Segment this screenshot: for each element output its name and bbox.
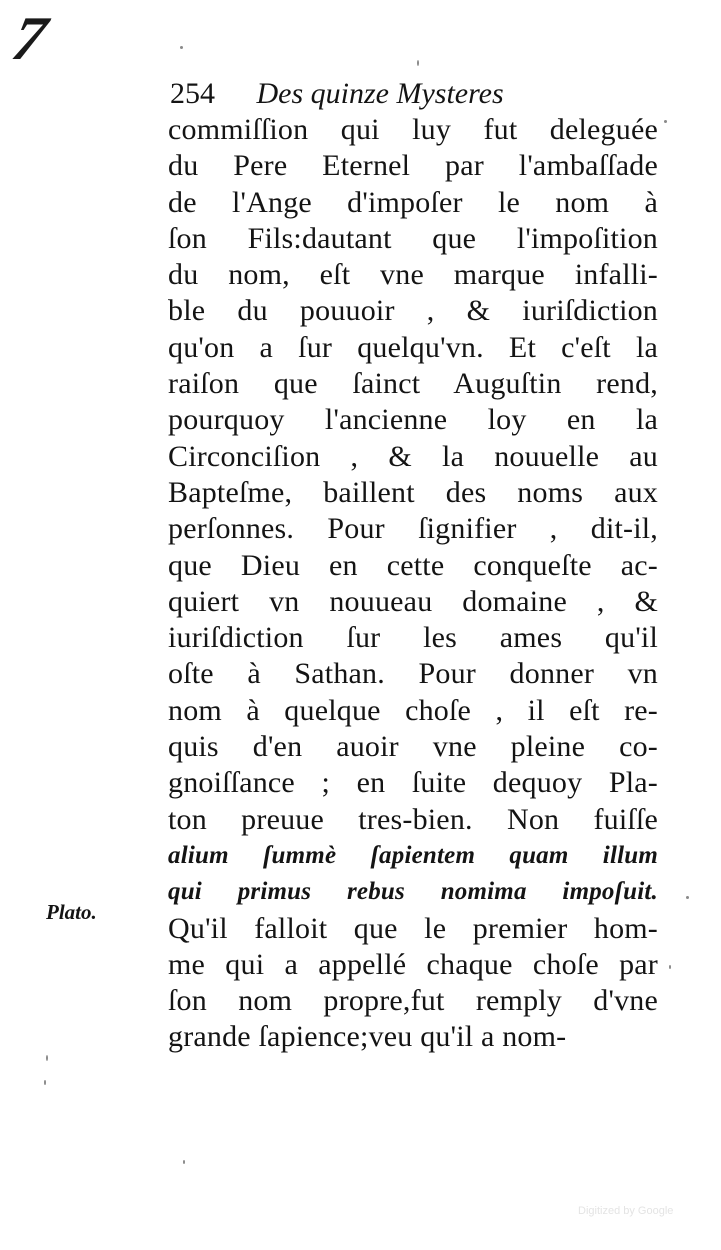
text-line-23: Qu'il falloit que le premier hom- xyxy=(168,911,658,945)
ink-speck xyxy=(46,1055,48,1061)
text-line-18: quis d'en auoir vne pleine co- xyxy=(168,730,658,764)
text-line-9: pourquoy l'ancienne loy en la xyxy=(168,403,658,437)
text-line-17: nom à quelque choſe , il eſt re- xyxy=(168,693,658,727)
latin-quote-line-1: alium ſummè ſapientem quam illum xyxy=(168,841,658,869)
ink-speck xyxy=(180,46,183,49)
running-header xyxy=(170,74,660,114)
margin-note: Plato. xyxy=(46,900,97,924)
text-line-6: ble du pouuoir , & iuriſdiction xyxy=(168,294,658,328)
ink-speck xyxy=(664,120,667,123)
watermark: Digitized by Google xyxy=(578,1205,674,1217)
page-number: 254 xyxy=(170,77,215,110)
ink-speck xyxy=(686,896,689,899)
text-line-20: ton preuue tres-bien. Non fuiſſe xyxy=(168,802,658,836)
text-line-25: ſon nom propre,fut remply d'vne xyxy=(168,984,658,1018)
ink-speck xyxy=(669,965,671,969)
text-line-7: qu'on a ſur quelqu'vn. Et c'eſt la xyxy=(168,330,658,364)
text-line-8: raiſon que ſainct Auguſtin rend, xyxy=(168,367,658,401)
ink-speck xyxy=(183,1160,185,1164)
text-line-13: que Dieu en cette conqueſte ac- xyxy=(168,548,658,582)
running-title: Des quinze Mysteres xyxy=(256,77,504,110)
text-line-2: du Pere Eternel par l'ambaſſade xyxy=(168,149,658,183)
text-line-24: me qui a appellé chaque choſe par xyxy=(168,947,658,981)
corner-ink-mark: 7 xyxy=(6,5,53,73)
text-line-4: ſon Fils:dautant que l'impoſition xyxy=(168,221,658,255)
text-line-19: gnoiſſance ; en ſuite dequoy Pla- xyxy=(168,766,658,800)
text-line-14: quiert vn nouueau domaine , & xyxy=(168,584,658,618)
text-line-5: du nom, eſt vne marque infalli- xyxy=(168,258,658,292)
ink-speck xyxy=(44,1080,46,1085)
text-line-12: perſonnes. Pour ſignifier , dit-il, xyxy=(168,512,658,546)
text-line-11: Bapteſme, baillent des noms aux xyxy=(168,475,658,509)
latin-quote-line-2: qui primus rebus nomima impoſuit. xyxy=(168,878,658,906)
text-line-15: iuriſdiction ſur les ames qu'il xyxy=(168,621,658,655)
body-text xyxy=(168,112,658,1056)
ink-speck xyxy=(417,60,419,66)
text-line-10: Circonciſion , & la nouuelle au xyxy=(168,439,658,473)
text-line-26: grande ſapience;veu qu'il a nom- xyxy=(168,1020,567,1054)
text-line-16: oſte à Sathan. Pour donner vn xyxy=(168,657,658,691)
text-line-1: commiſſion qui luy fut deleguée xyxy=(168,113,658,146)
text-line-3: de l'Ange d'impoſer le nom à xyxy=(168,185,658,219)
